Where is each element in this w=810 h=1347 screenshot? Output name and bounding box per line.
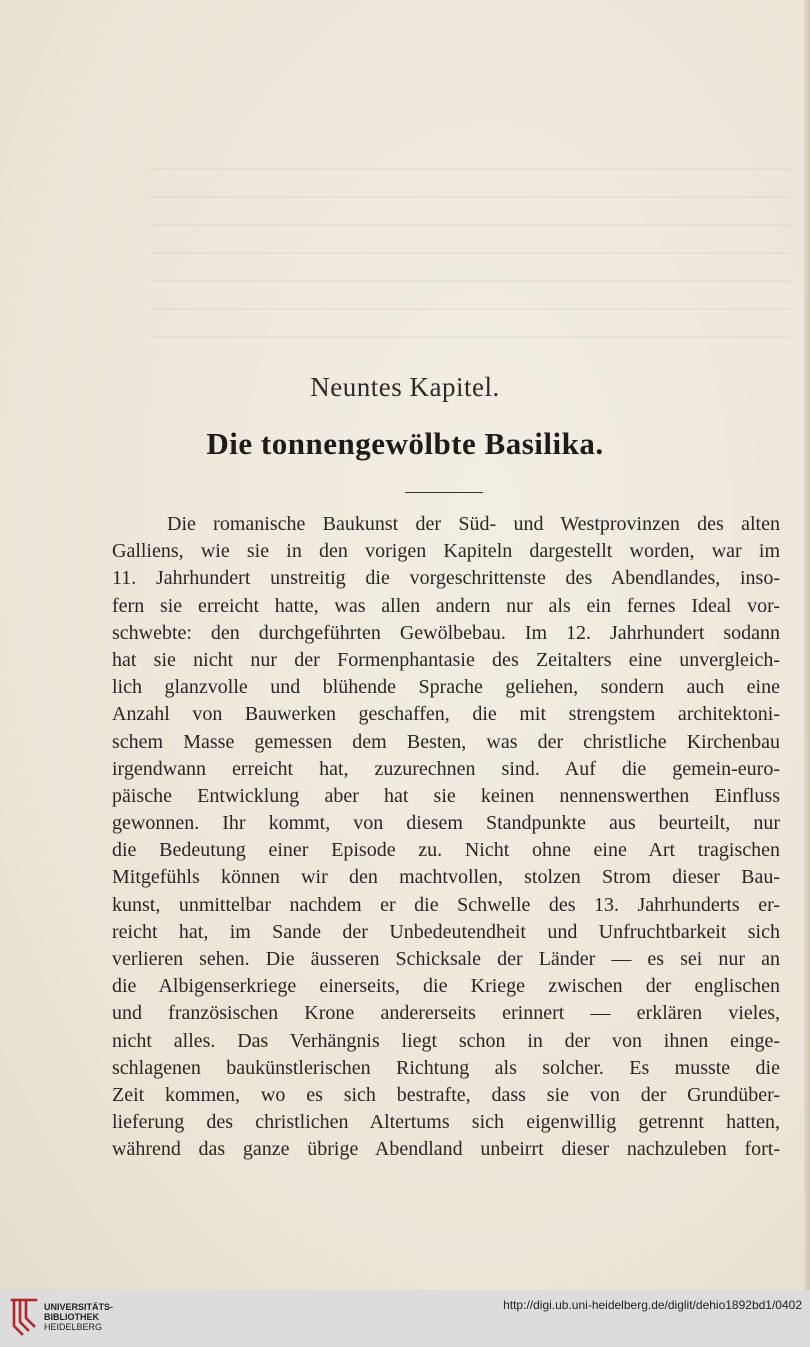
- library-logo-text: [44, 1302, 113, 1332]
- body-line: Mitgefühls können wir den machtvollen, stolzen Strom dieser Bau-: [112, 866, 780, 889]
- chapter-heading: Neuntes Kapitel.: [310, 372, 500, 402]
- university-library-logo-icon: [8, 1296, 40, 1338]
- body-line: Die romanische Baukunst der Süd- und Westprovinzen des alten: [167, 513, 780, 535]
- body-line: verlieren sehen. Die äusseren Schicksale der Länder — es sei nur an: [112, 948, 780, 970]
- body-line: und französischen Krone andererseits erinnert — erklären vieles,: [112, 1002, 780, 1025]
- body-line: lich glanzvolle und blühende Sprache geliehen, sondern auch eine: [112, 676, 780, 699]
- body-line: schwebte: den durchgeführten Gewölbebau. Im 12. Jahrhundert sodann: [112, 621, 780, 644]
- title-divider: [405, 492, 483, 493]
- body-line: fern sie erreicht hatte, was allen andern nur als ein fernes Ideal vor-: [112, 594, 780, 617]
- body-line: päische Entwicklung aber hat sie keinen nennenswerthen Einfluss: [112, 784, 780, 807]
- body-line: hat sie nicht nur der Formenphantasie des Zeitalters eine unvergleich-: [112, 648, 780, 671]
- body-line: die Bedeutung einer Episode zu. Nicht ohne eine Art tragischen: [112, 839, 780, 862]
- body-line: Galliens, wie sie in den vorigen Kapiteln dargestellt worden, war im: [112, 540, 780, 563]
- logo-line-3: HEIDELBERG: [44, 1322, 103, 1332]
- body-line: kunst, unmittelbar nachdem er die Schwelle des 13. Jahrhunderts er-: [112, 893, 780, 916]
- body-line: gewonnen. Ihr kommt, von diesem Standpunkte aus beurteilt, nur: [112, 812, 780, 835]
- body-line: Anzahl von Bauwerken geschaffen, die mit strengstem architektoni-: [112, 703, 780, 726]
- page-edge: [804, 0, 810, 1290]
- bleed-through-texture: [150, 150, 790, 350]
- body-line: die Albigenserkriege einerseits, die Kriege zwischen der englischen: [112, 975, 780, 998]
- source-url-link[interactable]: http://digi.ub.uni-heidelberg.de/diglit/dehio1892bd1/0402: [503, 1298, 802, 1312]
- body-line: reicht hat, im Sande der Unbedeutendheit und Unfruchtbarkeit sich: [112, 920, 780, 943]
- body-line: schlagenen baukünstlerischen Richtung als solcher. Es musste die: [112, 1056, 780, 1079]
- body-text: [112, 511, 780, 1164]
- chapter-title: Die tonnengewölbte Basilika.: [206, 426, 604, 461]
- logo-line-2: BIBLIOTHEK: [44, 1312, 99, 1322]
- body-line: lieferung des christlichen Altertums sich eigenwillig getrennt hatten,: [112, 1111, 780, 1134]
- body-line: schem Masse gemessen dem Besten, was der christliche Kirchenbau: [112, 730, 780, 753]
- body-line: Zeit kommen, wo es sich bestrafte, dass sie von der Grundüber-: [112, 1083, 780, 1106]
- body-line: nicht alles. Das Verhängnis liegt schon in der von ihnen einge-: [112, 1029, 780, 1052]
- body-line: während das ganze übrige Abendland unbeirrt dieser nachzuleben fort-: [112, 1138, 780, 1161]
- body-line: irgendwann erreicht hat, zuzurechnen sind. Auf die gemein-euro-: [112, 757, 780, 780]
- body-line: 11. Jahrhundert unstreitig die vorgeschrittenste des Abendlandes, inso-: [112, 567, 780, 590]
- logo-line-1: UNIVERSITÄTS-: [44, 1302, 114, 1312]
